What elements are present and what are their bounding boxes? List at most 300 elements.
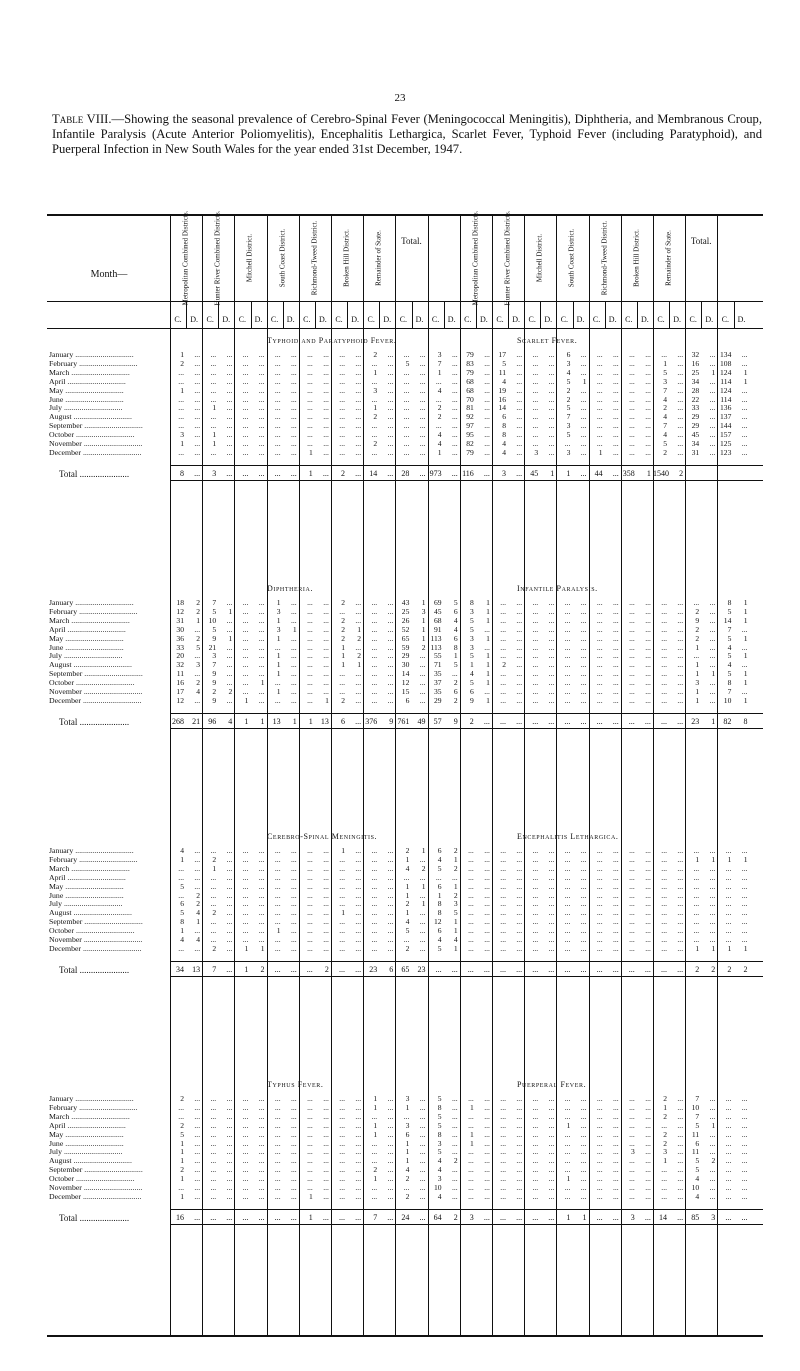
table-cell: ... [709, 642, 716, 652]
table-cell: ... [532, 350, 539, 359]
table-cell: ... [661, 926, 667, 936]
table-cell: ... [661, 687, 667, 696]
table-cell: ... [709, 1111, 716, 1121]
table-cell: ... [596, 1174, 603, 1184]
table-cell: ... [242, 863, 249, 873]
table-cell: 11 [691, 1129, 700, 1139]
total-cell: 3 [630, 1212, 635, 1222]
total-cell: ... [355, 716, 362, 726]
table-cell: ... [629, 642, 635, 652]
table-cell: 33 [691, 403, 700, 413]
total-cell: ... [516, 964, 523, 974]
table-cell: ... [661, 1174, 667, 1184]
table-cell: ... [661, 695, 667, 705]
table-cell: 1 [453, 926, 458, 936]
table-cell: ... [323, 421, 329, 431]
table-cell: ... [274, 385, 281, 395]
table-cell: ... [323, 624, 329, 634]
table-cell: ... [323, 1165, 329, 1175]
table-cell: ... [339, 1111, 345, 1121]
table-cell: ... [258, 890, 265, 900]
cases-subheader: C. [303, 315, 311, 324]
table-cell: ... [725, 890, 732, 900]
table-cell: ... [725, 899, 732, 909]
table-cell: ... [387, 1129, 394, 1139]
table-cell: ... [612, 899, 619, 909]
table-cell: 1 [743, 651, 748, 661]
table-cell: ... [323, 899, 329, 909]
table-cell: 4 [453, 615, 458, 625]
table-cell: ... [741, 908, 748, 918]
table-cell: 7 [212, 660, 217, 670]
table-cell: ... [339, 1120, 345, 1130]
total-cell: 9 [389, 716, 394, 726]
table-cell: ... [178, 403, 184, 413]
table-cell: ... [451, 872, 458, 882]
table-cell: 1 [276, 651, 281, 661]
table-cell: 5 [453, 598, 458, 607]
table-cell: ... [403, 439, 410, 448]
table-cell: 2 [711, 1156, 716, 1166]
table-cell: 2 [566, 385, 571, 395]
table-cell: ... [194, 695, 201, 705]
table-cell: ... [274, 430, 281, 440]
table-cell: ... [371, 935, 378, 944]
table-cell: ... [612, 695, 619, 705]
table-cell: ... [629, 687, 635, 696]
table-cell: ... [339, 403, 345, 413]
table-cell: ... [629, 403, 635, 413]
table-cell: ... [355, 1129, 362, 1139]
table-cell: ... [548, 1111, 555, 1121]
table-cell: ... [226, 615, 233, 625]
table-cell: ... [290, 935, 297, 944]
table-cell: ... [580, 854, 587, 864]
table-cell: ... [226, 917, 233, 927]
table-cell: ... [677, 881, 684, 891]
table-cell: ... [709, 376, 716, 386]
table-cell: ... [548, 678, 555, 688]
table-cell: ... [548, 350, 555, 359]
table-cell: 81 [466, 403, 474, 413]
total-cell: 376 [365, 716, 378, 726]
table-cell: ... [258, 358, 265, 368]
table-cell: ... [564, 598, 571, 607]
total-rule [170, 961, 763, 962]
table-cell: ... [661, 606, 667, 616]
table-cell: ... [516, 846, 523, 855]
table-cell: ... [693, 890, 700, 900]
table-cell: ... [242, 439, 249, 448]
table-cell: ... [242, 1102, 249, 1112]
table-cell: ... [323, 872, 329, 882]
table-cell: ... [709, 899, 716, 909]
table-cell: ... [371, 863, 378, 873]
table-cell: 2 [341, 695, 345, 705]
total-cell: 2 [341, 468, 345, 478]
table-cell: 8 [470, 598, 474, 607]
table-cell: ... [580, 633, 587, 643]
total-cell: 7 [373, 1212, 378, 1222]
table-cell: ... [355, 926, 362, 936]
table-cell: 125 [720, 439, 732, 448]
table-cell: ... [307, 872, 313, 882]
table-cell: ... [580, 917, 587, 927]
table-cell: ... [532, 633, 539, 643]
table-cell: ... [419, 1102, 426, 1112]
table-cell: ... [307, 1120, 313, 1130]
table-cell: ... [596, 606, 603, 616]
table-cell: 2 [341, 615, 345, 625]
table-cell: 1 [437, 447, 442, 457]
total-cell: 13 [320, 716, 329, 726]
table-cell: ... [580, 642, 587, 652]
total-cell: ... [483, 468, 490, 478]
section-title: Encephalitis Lethargica. [517, 832, 619, 841]
table-cell: ... [242, 935, 249, 944]
table-cell: ... [516, 1102, 523, 1112]
table-cell: ... [629, 412, 635, 422]
table-cell: ... [548, 1183, 555, 1192]
total-cell: 3 [502, 468, 506, 478]
table-cell: 137 [720, 412, 732, 422]
table-cell: ... [612, 908, 619, 918]
table-cell: ... [693, 917, 700, 927]
table-cell: ... [419, 1191, 426, 1201]
table-cell: 10 [434, 1183, 442, 1192]
district-column-header [630, 218, 644, 298]
table-cell: ... [258, 624, 265, 634]
table-cell: 26 [401, 615, 410, 625]
table-cell: ... [645, 447, 651, 457]
table-cell: ... [532, 678, 539, 688]
table-cell: ... [355, 1183, 362, 1192]
table-cell: ... [500, 651, 506, 661]
table-cell: ... [371, 1147, 378, 1157]
total-cell: ... [516, 1212, 523, 1222]
table-cell: 3 [631, 1147, 635, 1157]
table-cell: ... [677, 1174, 684, 1184]
table-cell: ... [323, 846, 329, 855]
table-cell: 2 [373, 412, 378, 422]
table-cell: 6 [470, 687, 474, 696]
table-cell: 5 [470, 624, 474, 634]
table-cell: 7 [727, 624, 732, 634]
table-cell: ... [451, 358, 458, 368]
table-cell: 12 [401, 678, 410, 688]
deaths-subheader: D. [351, 315, 359, 324]
table-cell: ... [194, 367, 201, 377]
table-cell: ... [580, 687, 587, 696]
total-cell: 6 [389, 964, 394, 974]
table-cell: ... [451, 1111, 458, 1121]
table-cell: 5 [405, 358, 410, 368]
table-cell: 9 [212, 633, 217, 643]
table-cell: 1 [373, 1129, 378, 1139]
table-cell: ... [548, 367, 555, 377]
table-cell: ... [580, 1111, 587, 1121]
table-cell: 5 [727, 633, 732, 643]
table-cell: ... [290, 1094, 297, 1103]
month-label: August .............................. [49, 412, 132, 422]
table-cell: ... [242, 394, 249, 404]
table-cell: ... [484, 421, 490, 431]
table-cell: ... [484, 1129, 490, 1139]
table-cell: ... [468, 1094, 474, 1103]
table-cell: ... [693, 899, 700, 909]
table-cell: ... [403, 385, 410, 395]
table-cell: ... [645, 917, 651, 927]
table-cell: ... [290, 367, 297, 377]
table-cell: ... [596, 1183, 603, 1192]
table-cell: ... [451, 447, 458, 457]
total-row-label: Total ...................... [59, 468, 130, 479]
total-cell: ... [677, 716, 684, 726]
table-cell: ... [532, 935, 539, 944]
table-cell: ... [677, 687, 684, 696]
table-cell: ... [677, 1138, 684, 1148]
table-cell: ... [612, 687, 619, 696]
table-cell: ... [709, 358, 716, 368]
table-cell: ... [242, 678, 249, 688]
table-cell: ... [226, 1147, 233, 1157]
table-cell: 2 [421, 642, 426, 652]
table-cell: ... [709, 403, 716, 413]
table-cell: ... [178, 367, 184, 377]
table-cell: ... [226, 660, 233, 670]
total-cell: ... [226, 468, 233, 478]
table-cell: ... [564, 687, 571, 696]
table-cell: ... [274, 863, 281, 873]
table-cell: 1 [421, 615, 426, 625]
table-cell: ... [645, 695, 651, 705]
table-cell: 10 [208, 615, 217, 625]
total-cell: 116 [462, 468, 474, 478]
table-cell: ... [274, 447, 281, 457]
table-cell: ... [226, 890, 233, 900]
total-rule [170, 1209, 763, 1210]
table-cell: ... [371, 872, 378, 882]
table-cell: ... [387, 660, 394, 670]
table-cell: ... [323, 890, 329, 900]
table-cell: ... [645, 881, 651, 891]
table-cell: ... [564, 908, 571, 918]
table-cell: ... [677, 606, 684, 616]
table-cell: ... [307, 385, 313, 395]
table-cell: 2 [405, 1174, 410, 1184]
table-cell: 4 [727, 660, 732, 670]
table-cell: ... [194, 447, 201, 457]
table-cell: ... [596, 367, 603, 377]
total-cell: ... [355, 1212, 362, 1222]
table-cell: 95 [466, 430, 474, 440]
table-cell: ... [242, 421, 249, 431]
table-cell: 59 [401, 642, 410, 652]
table-cell: ... [226, 678, 233, 688]
table-cell: 1 [453, 881, 458, 891]
table-cell: ... [596, 1147, 603, 1157]
table-cell: ... [580, 624, 587, 634]
total-rule [170, 976, 763, 977]
table-cell: ... [258, 1120, 265, 1130]
table-cell: 2 [212, 943, 217, 953]
total-cell: 13 [192, 964, 201, 974]
total-cell: 1 [292, 716, 297, 726]
table-cell: ... [564, 881, 571, 891]
table-cell: 2 [663, 1094, 667, 1103]
table-cell: ... [307, 642, 313, 652]
month-label: December .............................. [49, 943, 142, 953]
table-cell: ... [290, 678, 297, 688]
table-cell: ... [532, 376, 539, 386]
table-cell: ... [194, 1156, 201, 1166]
total-cell: 85 [691, 1212, 700, 1222]
table-cell: ... [564, 1156, 571, 1166]
table-cell: ... [274, 678, 281, 688]
table-cell: ... [355, 412, 362, 422]
total-cell: ... [290, 1212, 297, 1222]
table-cell: ... [355, 439, 362, 448]
table-cell: 2 [196, 598, 201, 607]
table-cell: ... [629, 1165, 635, 1175]
table-cell: ... [580, 1102, 587, 1112]
table-cell: 35 [434, 669, 442, 679]
table-cell: ... [355, 394, 362, 404]
table-cell: 5 [437, 1147, 442, 1157]
table-cell: ... [677, 926, 684, 936]
table-cell: 1 [421, 598, 426, 607]
table-cell: ... [210, 447, 217, 457]
total-cell: ... [580, 468, 587, 478]
table-cell: ... [258, 899, 265, 909]
table-cell: 2 [341, 624, 345, 634]
deaths-subheader: D. [383, 315, 392, 324]
table-cell: ... [403, 394, 410, 404]
table-cell: ... [516, 439, 523, 448]
total-cell: ... [677, 964, 684, 974]
table-cell: ... [629, 1191, 635, 1201]
table-cell: ... [194, 624, 201, 634]
table-cell: ... [323, 669, 329, 679]
table-cell: ... [596, 1102, 603, 1112]
table-cell: ... [210, 1111, 217, 1121]
table-cell: 1 [180, 385, 184, 395]
table-cell: ... [709, 872, 716, 882]
total-cell: 13 [272, 716, 281, 726]
total-cell: ... [677, 1212, 684, 1222]
table-cell: ... [612, 854, 619, 864]
table-cell: 19 [498, 385, 506, 395]
table-cell: ... [580, 1165, 587, 1175]
table-cell: 31 [176, 615, 184, 625]
table-cell: 2 [373, 439, 378, 448]
table-cell: ... [242, 1147, 249, 1157]
table-cell: ... [629, 1156, 635, 1166]
table-cell: 114 [720, 394, 732, 404]
table-cell: ... [741, 935, 748, 944]
table-cell: ... [226, 651, 233, 661]
table-cell: 1 [212, 863, 217, 873]
table-cell: ... [323, 394, 329, 404]
table-cell: ... [371, 642, 378, 652]
table-cell: ... [741, 899, 748, 909]
table-cell: ... [532, 687, 539, 696]
section-title: Puerperal Fever. [517, 1080, 587, 1089]
month-label: January .............................. [49, 1094, 134, 1103]
table-cell: ... [709, 1102, 716, 1112]
table-cell: ... [596, 846, 603, 855]
total-cell: ... [483, 716, 490, 726]
table-cell: ... [532, 669, 539, 679]
total-cell: 1 [308, 1212, 313, 1222]
table-cell: ... [612, 394, 619, 404]
table-cell: ... [210, 1174, 217, 1184]
table-cell: 92 [466, 412, 474, 422]
table-cell: ... [564, 917, 571, 927]
table-cell: ... [194, 403, 201, 413]
table-cell: ... [677, 642, 684, 652]
table-cell: ... [226, 642, 233, 652]
table-cell: ... [629, 633, 635, 643]
table-cell: ... [274, 439, 281, 448]
cases-subheader: C. [625, 315, 633, 324]
table-cell: ... [596, 615, 603, 625]
table-cell: 5 [727, 669, 732, 679]
table-cell: 2 [212, 687, 217, 696]
table-cell: ... [629, 1138, 635, 1148]
total-cell: ... [242, 1212, 249, 1222]
table-cell: ... [468, 1183, 474, 1192]
table-cell: ... [516, 1138, 523, 1148]
table-cell: 5 [470, 678, 474, 688]
section-title: Cerebro-Spinal Meningitis. [267, 832, 378, 841]
table-cell: ... [307, 624, 313, 634]
table-cell: ... [258, 1183, 265, 1192]
table-cell: ... [258, 917, 265, 927]
table-cell: ... [532, 439, 539, 448]
table-cell: ... [725, 1183, 732, 1192]
table-cell: 1 [405, 890, 410, 900]
table-cell: ... [258, 1129, 265, 1139]
table-cell: ... [387, 624, 394, 634]
table-cell: ... [741, 846, 748, 855]
table-cell: ... [242, 846, 249, 855]
cases-subheader: C. [657, 315, 665, 324]
table-cell: ... [612, 1138, 619, 1148]
table-cell: ... [645, 358, 651, 368]
table-cell: ... [484, 1102, 490, 1112]
table-cell: ... [629, 660, 635, 670]
table-cell: ... [612, 615, 619, 625]
table-cell: ... [645, 421, 651, 431]
table-cell: ... [371, 881, 378, 891]
table-cell: ... [612, 1120, 619, 1130]
table-cell: ... [677, 872, 684, 882]
table-cell: ... [387, 421, 394, 431]
table-cell: 1 [695, 854, 700, 864]
total-row-label: Total ...................... [59, 964, 130, 975]
table-cell: ... [451, 394, 458, 404]
district-column-header [469, 210, 483, 306]
table-cell: 1 [486, 633, 490, 643]
table-cell: ... [210, 872, 217, 882]
table-cell: ... [468, 1111, 474, 1121]
district-name: Hunter River Combined Districts. [213, 210, 222, 306]
table-cell: ... [548, 642, 555, 652]
total-cell: 1 [550, 468, 555, 478]
table-cell: ... [596, 385, 603, 395]
table-cell: ... [258, 385, 265, 395]
